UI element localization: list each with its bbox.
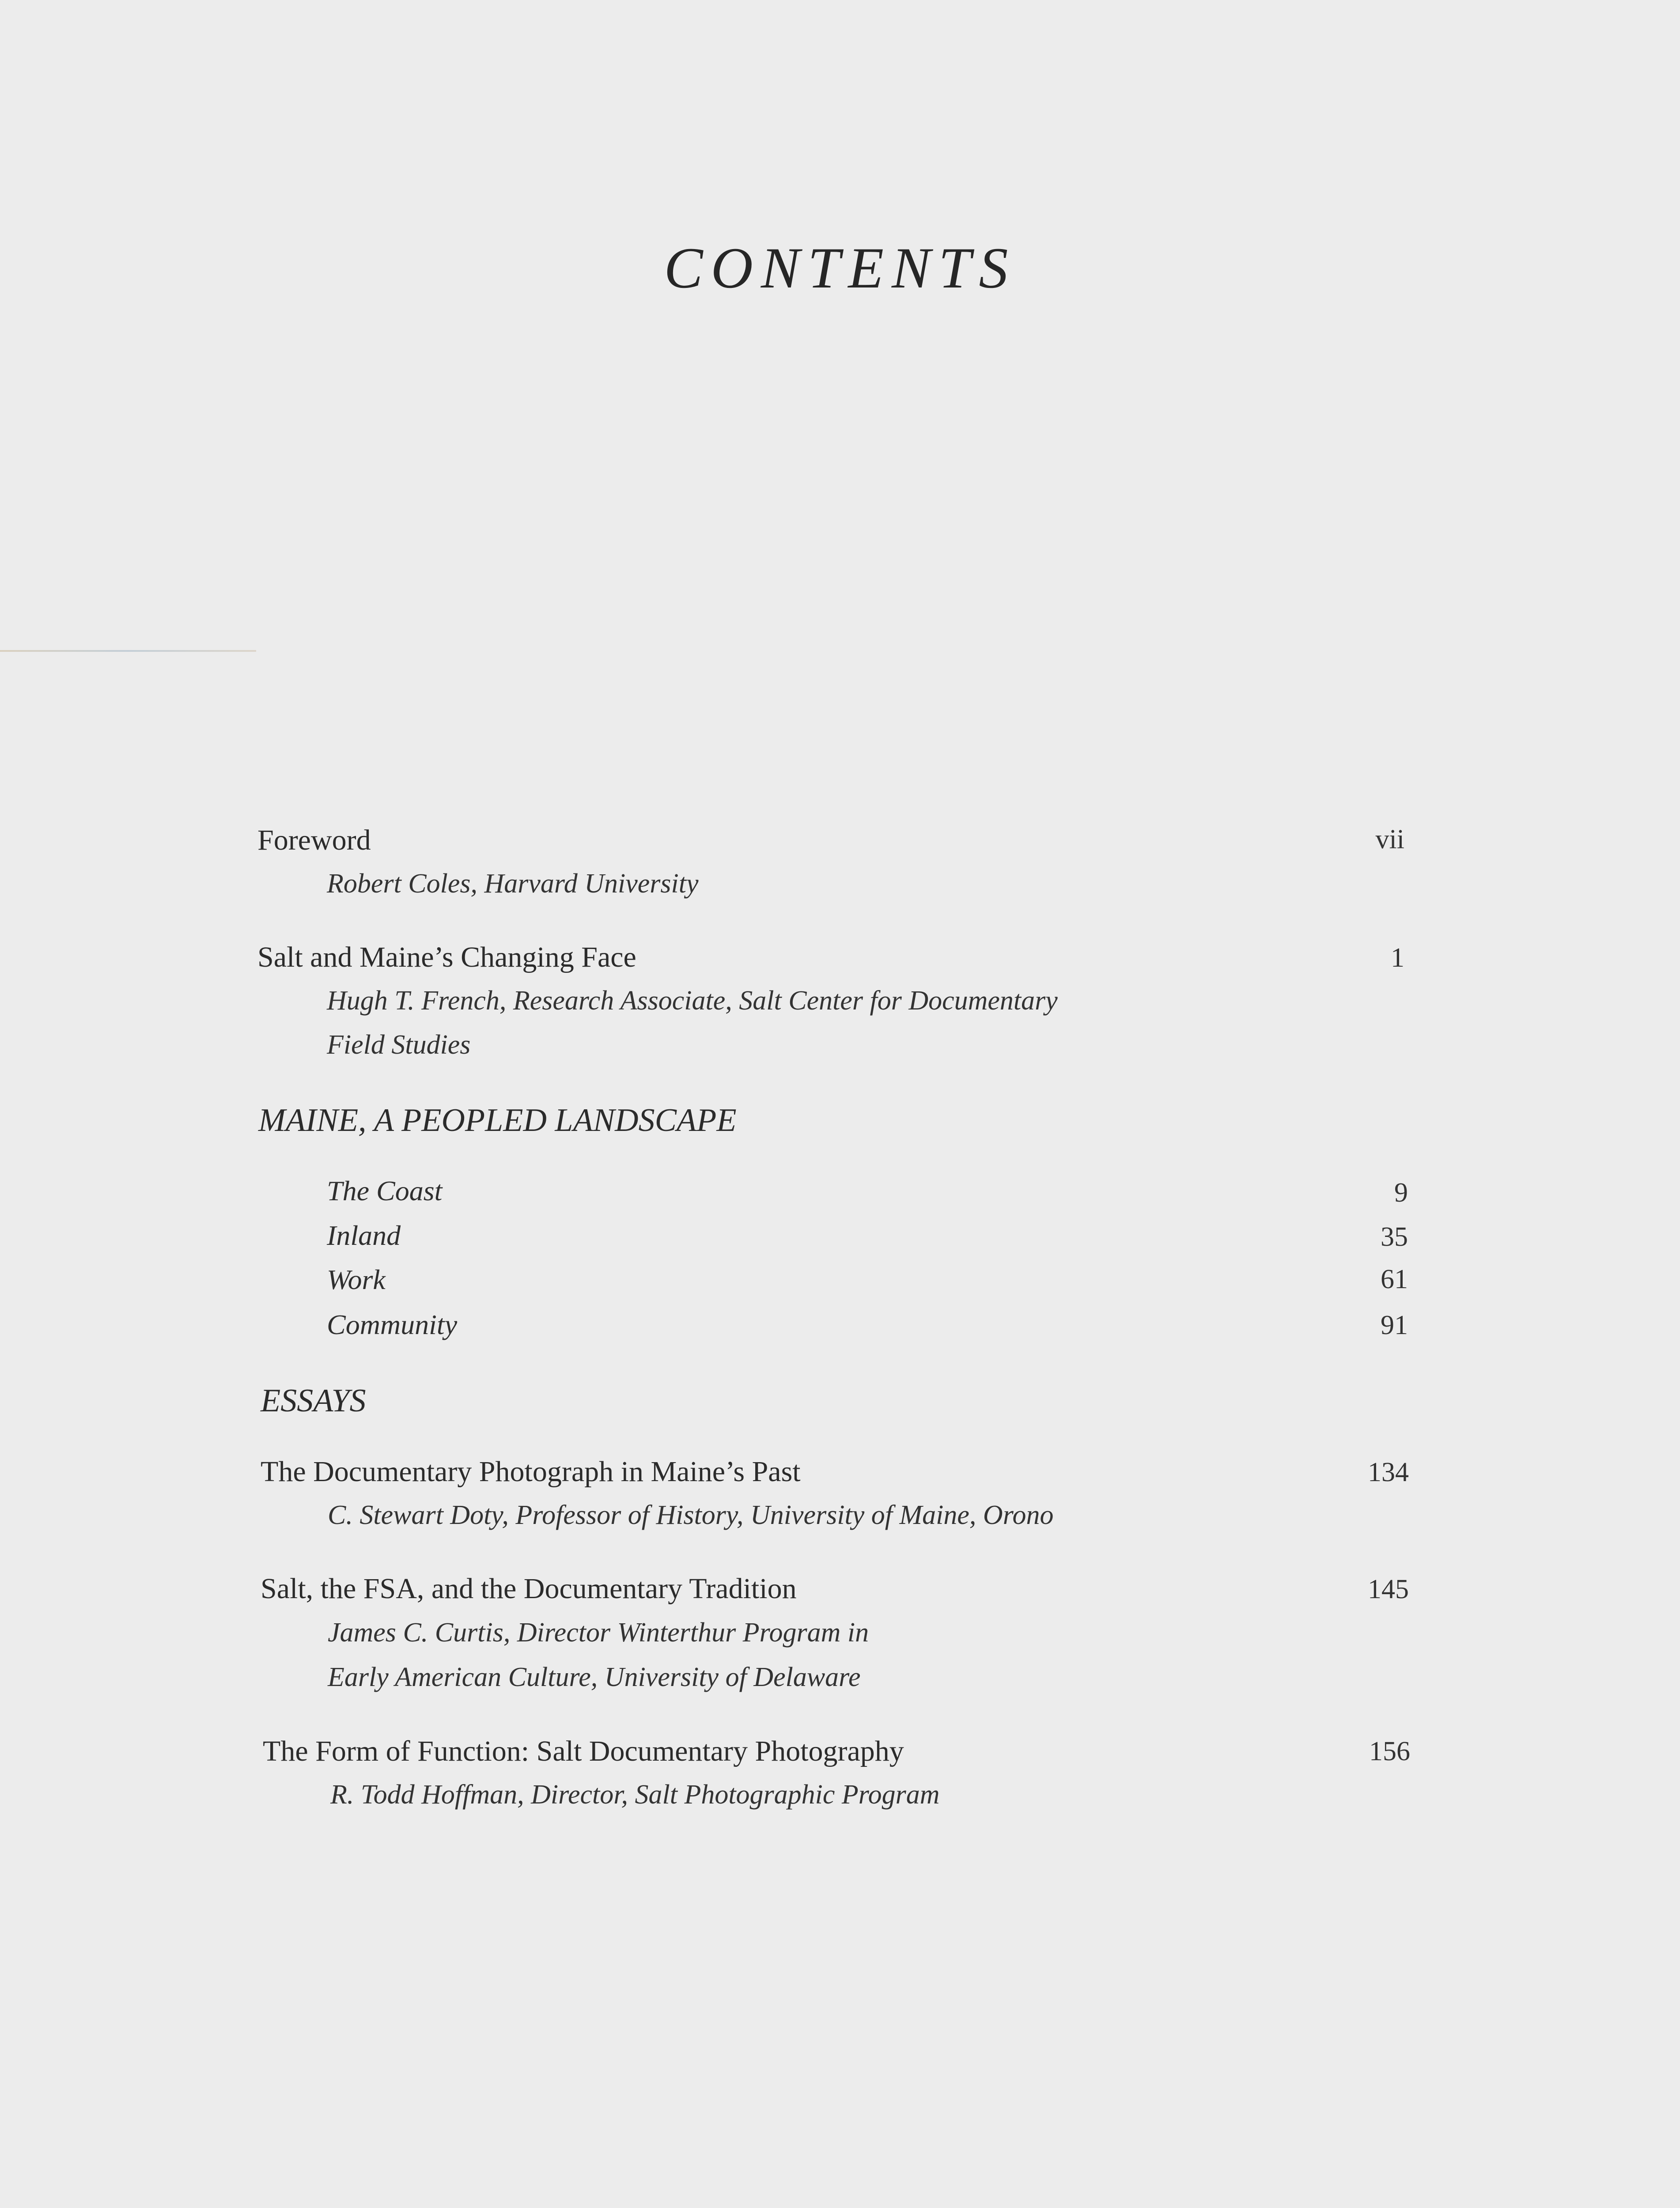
toc-entry-title: The Form of Function: Salt Documentary Photography xyxy=(263,1735,904,1767)
toc-entry-title: Salt and Maine’s Changing Face xyxy=(257,941,636,973)
toc-entry-author: R. Todd Hoffman, Director, Salt Photographic Program xyxy=(330,1780,940,1810)
toc-entry-author: Robert Coles, Harvard University xyxy=(327,869,699,899)
toc-subentry-title: The Coast xyxy=(327,1175,443,1206)
toc-entry-author: Early American Culture, University of Delaware xyxy=(328,1662,861,1692)
toc-page-number: 61 xyxy=(1381,1264,1408,1294)
toc-entry-title: The Documentary Photograph in Maine’s Past xyxy=(261,1456,801,1488)
toc-subentry-title: Community xyxy=(327,1309,458,1340)
scan-artifact-line xyxy=(0,650,256,652)
section-heading: MAINE, A PEOPLED LANDSCAPE xyxy=(258,1102,737,1138)
toc-page-number: 145 xyxy=(1368,1574,1409,1604)
toc-entry-author: Field Studies xyxy=(327,1030,471,1060)
toc-page-number: 9 xyxy=(1394,1178,1408,1208)
toc-page-number: 134 xyxy=(1368,1457,1409,1487)
toc-subentry-title: Inland xyxy=(327,1220,401,1251)
toc-entry-author: Hugh T. French, Research Associate, Salt Center for Documentary xyxy=(327,986,1058,1016)
toc-entry-author: C. Stewart Doty, Professor of History, University of Maine, Orono xyxy=(328,1500,1054,1530)
toc-subentry-title: Work xyxy=(327,1264,386,1295)
toc-entry-title: Salt, the FSA, and the Documentary Tradition xyxy=(261,1573,797,1605)
section-heading: ESSAYS xyxy=(261,1383,366,1419)
toc-page-number: 35 xyxy=(1381,1222,1408,1252)
toc-page-number: 91 xyxy=(1381,1310,1408,1340)
page-title: CONTENTS xyxy=(664,235,1016,300)
toc-entry-author: James C. Curtis, Director Winterthur Program in xyxy=(328,1618,869,1648)
toc-page-number: 156 xyxy=(1369,1736,1410,1766)
toc-page-number: vii xyxy=(1375,824,1404,854)
toc-entry-title: Foreword xyxy=(257,824,371,856)
toc-page-number: 1 xyxy=(1391,943,1404,973)
